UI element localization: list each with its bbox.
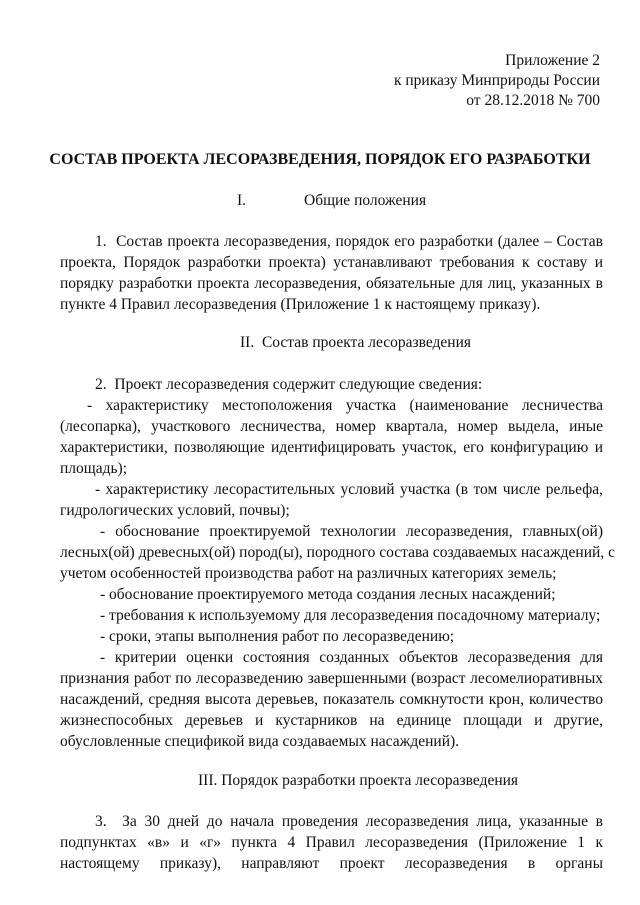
paragraph-line: обусловленные спецификой вида создаваемых насаждений). [60, 733, 460, 750]
paragraph-line: (лесопарка), участкового лесничества, номер квартала, номер выдела, иные [60, 418, 603, 435]
list-item: - сроки, этапы выполнения работ по лесоразведению; [100, 628, 455, 645]
paragraph-line: пункте 4 Правил лесоразведения (Приложение 1 к настоящему приказу). [60, 296, 541, 313]
paragraph-line: характеристики, позволяющие идентифицировать участок, его конфигурацию и [60, 439, 603, 456]
paragraph-line: учетом особенностей производства работ на различных категориях земель; [60, 565, 557, 582]
section2-heading: II. Состав проекта лесоразведения [240, 334, 472, 351]
list-item: - требования к используемому для лесоразведения посадочному материалу; [100, 607, 601, 624]
section3-heading: III. Порядок разработки проекта лесоразведения [198, 772, 519, 789]
list-item: - обоснование проектируемого метода создания лесных насаждений; [100, 586, 556, 603]
section1-heading: Общие положения [304, 192, 427, 209]
document-title: СОСТАВ ПРОЕКТА ЛЕСОРАЗВЕДЕНИЯ, ПОРЯДОК ЕГО РАЗРАБОТКИ [49, 151, 591, 168]
paragraph-line: площадь); [60, 460, 128, 477]
paragraph-line: 2. Проект лесоразведения содержит следующие сведения: [95, 376, 483, 393]
list-item: - критерии оценки состояния созданных объектов лесоразведения для [100, 649, 603, 666]
header-appendix: Приложение 2 [505, 52, 600, 69]
list-item: - обоснование проектируемой технологии лесоразведения, главных(ой) [100, 523, 603, 540]
list-item: - характеристику местоположения участка (наименование лесничества [87, 397, 603, 414]
paragraph-line: жизнеспособных деревьев и кустарников на единице площади и другие, [60, 712, 603, 729]
list-item: - характеристику лесорастительных условий участка (в том числе рельефа, [95, 481, 603, 498]
paragraph-line: 3. За 30 дней до начала проведения лесоразведения лица, указанные в [95, 813, 603, 830]
paragraph-line: порядку разработки проекта лесоразведения, обязательные для лиц, указанных в [60, 275, 603, 292]
header-order: к приказу Минприроды России [393, 72, 600, 89]
paragraph-line: проекта, Порядок разработки проекта) устанавливают требования к составу и [60, 254, 603, 271]
paragraph-line: насаждений, средняя высота деревьев, показатель сомкнутости крон, количество [60, 691, 603, 708]
header-date: от 28.12.2018 № 700 [466, 92, 600, 109]
paragraph-line: настоящему приказу), направляют проект лесоразведения в органы [60, 855, 603, 872]
paragraph-line: признания работ по лесоразведению завершенными (возраст лесомелиоративных [60, 670, 603, 687]
paragraph-line: лесных(ой) древесных(ой) пород(ы), породного состава создаваемых насаждений, с [60, 544, 615, 561]
section1-number: I. [237, 192, 247, 209]
paragraph-line: гидрологических условий, почвы); [60, 502, 290, 519]
paragraph-line: подпунктах «в» и «г» пункта 4 Правил лесоразведения (Приложение 1 к [60, 834, 603, 851]
paragraph-line: 1. Состав проекта лесоразведения, порядок его разработки (далее – Состав [95, 233, 603, 250]
